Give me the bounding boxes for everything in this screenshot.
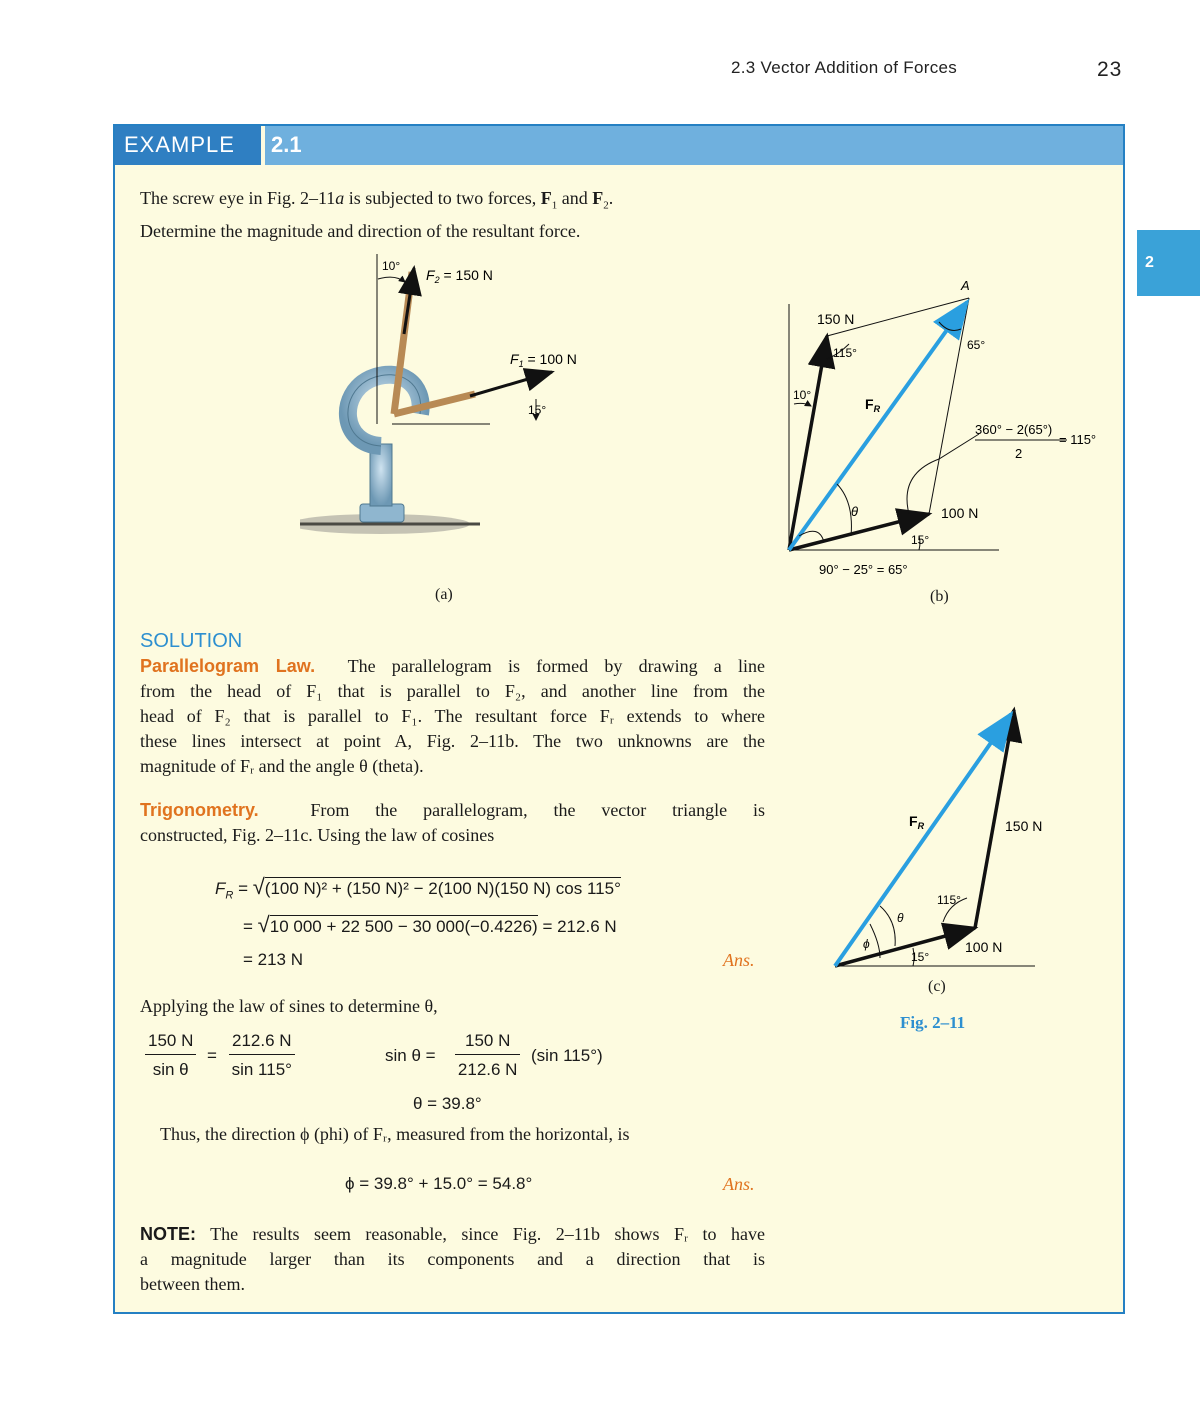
- c-label-150: 150 N: [1005, 818, 1043, 834]
- sin-theta-fraction: $\frac{150 N}{212.6 N}$: [455, 1031, 520, 1080]
- theta-result: θ = 39.8°: [413, 1094, 482, 1113]
- angle-10-arc: [378, 277, 405, 282]
- solution-heading: SOLUTION: [140, 630, 243, 652]
- b-115-arc: [907, 434, 979, 514]
- law-of-sines-intro: Applying the law of sines to determine θ,: [140, 996, 438, 1016]
- figure-b-parallelogram: [779, 274, 1109, 584]
- answer-marker-2: Ans.: [723, 1174, 755, 1194]
- c-angle-15-label: 15°: [911, 950, 930, 964]
- c-theta-arc: [880, 906, 895, 946]
- c-phi-label: ϕ: [863, 937, 870, 951]
- direction-text: Thus, the direction ϕ (phi) of Fᵣ, measured from the horizontal, is: [160, 1124, 630, 1144]
- equals-sign: =: [207, 1046, 217, 1065]
- example-label: EXAMPLE: [115, 126, 261, 165]
- running-head: 2.3 Vector Addition of Forces: [731, 58, 958, 77]
- sines-fraction-2: $\frac{212.6 N}{\sin 115^\circ}$: [229, 1031, 295, 1080]
- figure-c-triangle: [825, 696, 1085, 976]
- f1-arrow: [470, 372, 552, 396]
- sin-theta-lhs: sin θ =: [385, 1046, 436, 1065]
- chapter-tab: 2: [1137, 230, 1200, 296]
- b-angle-65-label: 65°: [967, 338, 986, 352]
- sin-theta-tail: (sin 115°): [531, 1046, 603, 1065]
- b-label-100: 100 N: [941, 505, 979, 521]
- cosine-equation-2: = √10 000 + 22 500 − 30 000(−0.4226) = 212.6 N: [243, 912, 617, 937]
- figure-b-caption: (b): [930, 588, 949, 605]
- figure-a-caption: (a): [435, 586, 453, 603]
- b-point-a: A: [961, 278, 970, 293]
- trigonometry-paragraph: Trigonometry. From the parallelogram, the vector triangle is constructed, Fig. 2–11c. Using the law of cosines: [140, 800, 766, 845]
- parallelogram-paragraph: Parallelogram Law. The parallelogram is formed by drawing a line from the head of F₁ that is parallel to F₂, and another line from the head of F₂ that is parallel to F₁. The resultant force Fᵣ extends to where these lines intersect at point A, Fig. 2–11b. The two unknowns are the magnitude of Fᵣ and the angle θ (theta).: [140, 656, 766, 776]
- cosine-equation-3: = 213 N: [243, 950, 304, 969]
- angle-15-label: 15°: [528, 403, 547, 417]
- example-number: 2.1: [271, 132, 302, 157]
- figure-a-screw-eye: [300, 254, 600, 554]
- c-angle-115-label: 115°: [937, 893, 961, 907]
- base-nut: [360, 504, 404, 522]
- page-number: 23: [1097, 58, 1123, 81]
- f2-label: $F_2 = 150$ N: [426, 267, 493, 285]
- f1-label: $F_1 = 100$ N: [510, 351, 577, 369]
- f1-cable: [394, 394, 475, 414]
- figure-caption: Fig. 2–11: [900, 1013, 966, 1032]
- phi-equation: ϕ = 39.8° + 15.0° = 54.8°: [345, 1174, 533, 1193]
- b-fr-label: $F_R$: [865, 396, 881, 414]
- figure-c-caption: (c): [928, 978, 946, 995]
- b-formula-num: 360° − 2(65°): [975, 422, 1053, 437]
- b-angle-10-arc: [794, 403, 811, 406]
- answer-marker-1: Ans.: [723, 950, 755, 970]
- c-fr-vector: [835, 714, 1011, 966]
- problem-statement: The screw eye in Fig. 2–11a is subjected to two forces, $F_1$ and $F_2$. Determine the magnitude and direction of the resultant force.: [140, 188, 614, 241]
- b-formula-result: = 115°: [1059, 432, 1097, 447]
- b-f2-vector: [789, 336, 827, 550]
- c-label-100: 100 N: [965, 939, 1003, 955]
- angle-10-label: 10°: [382, 259, 401, 273]
- b-angle-15-label: 15°: [911, 533, 930, 547]
- c-theta-label: θ: [897, 911, 904, 925]
- b-angle-115-label: 115°: [833, 346, 857, 360]
- b-label-150: 150 N: [817, 311, 855, 327]
- b-bottom-formula: 90° − 25° = 65°: [819, 562, 908, 577]
- cosine-equation-1: $F_R = √(100$ N)² + (150 N)² − 2(100 N)(150 N) cos 115°: [215, 874, 621, 902]
- sines-fraction-1: $\frac{150 N}{\text{sin θ}}$: [145, 1031, 196, 1080]
- b-theta-arc: [837, 484, 851, 536]
- note-paragraph: NOTE: The results seem reasonable, since Fig. 2–11b shows Fᵣ to have a magnitude larger than its components and a direction that is between them.: [140, 1224, 765, 1294]
- b-angle-10-label: 10°: [793, 388, 812, 402]
- b-formula-den: 2: [1015, 446, 1023, 461]
- example-box: [113, 124, 1125, 1314]
- b-theta-label: θ: [851, 504, 859, 519]
- c-fr-label: $F_R$: [909, 813, 925, 831]
